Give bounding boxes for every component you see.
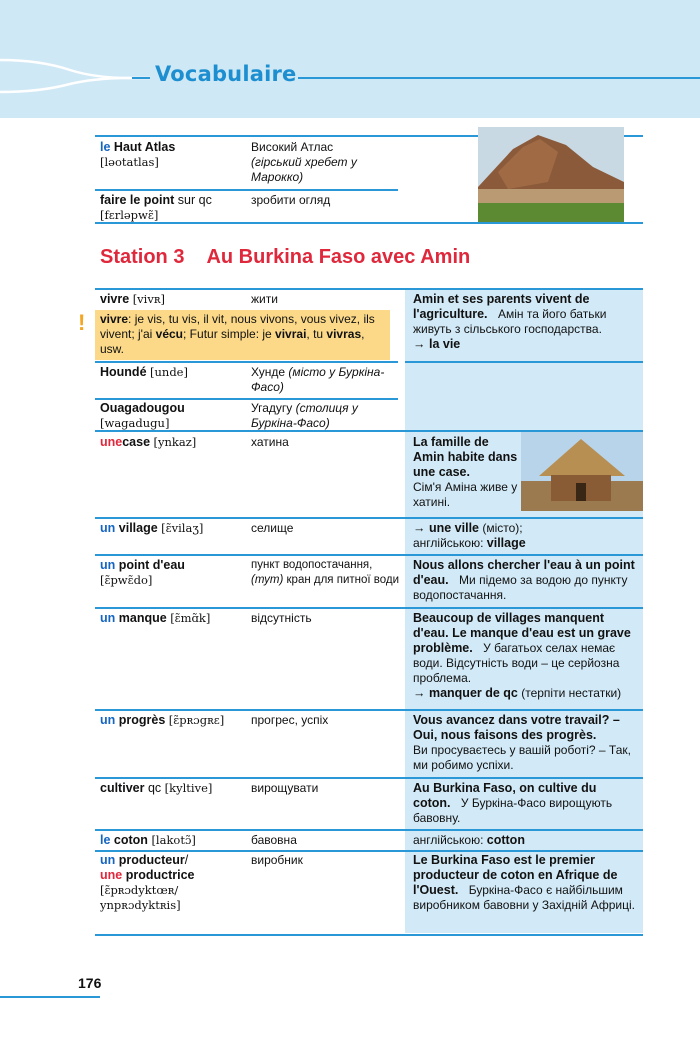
phonetic: [lakotɔ̃]: [151, 833, 196, 847]
translation-note: (гірський хребет у Марокко): [251, 155, 357, 184]
article: un: [100, 611, 116, 625]
example-fr: Beaucoup de villages manquent d'eau. Le manque d'eau est un grave problème.: [413, 611, 631, 655]
translation: кран для питної води: [283, 574, 400, 586]
page-title: Vocabulaire: [155, 62, 297, 86]
divider: [95, 288, 643, 290]
word: point d'eau: [118, 558, 185, 572]
word: vivre: [100, 292, 130, 306]
note-fr: → manquer de qc: [413, 686, 518, 700]
article: le: [100, 140, 111, 154]
example-uk: Сім'я Аміна живе у хатині.: [413, 480, 518, 509]
divider: [405, 361, 643, 363]
header-decoration: [0, 0, 700, 118]
phonetic: [ynkaz]: [153, 435, 197, 449]
station-number: Station 3: [100, 246, 185, 268]
word: progrès: [118, 713, 166, 727]
word-extra: qc: [144, 781, 162, 795]
translation: виробник: [251, 853, 303, 867]
word: productrice: [125, 868, 195, 882]
divider: [95, 554, 643, 556]
translation-note: (столиця у Буркіна-Фасо): [251, 401, 358, 430]
word: Haut Atlas: [113, 140, 176, 154]
phonetic: [ɛ̃pwɛ̃do]: [100, 573, 153, 587]
note-en: cotton: [486, 833, 525, 847]
word: village: [118, 521, 158, 535]
example-uk: У багатьох селах немає води. Відсутність води – це серйозна проблема.: [413, 641, 620, 685]
article: le: [100, 833, 111, 847]
phonetic: [kyltive]: [164, 781, 213, 795]
example-uk: Амін та його батьки живуть з сільського господарства.: [413, 307, 607, 336]
conj-bold: vivrai: [275, 327, 307, 341]
header-band: [0, 0, 700, 118]
note-uk: (терпіти нестатки): [517, 686, 622, 700]
conj-bold: vivras: [326, 327, 362, 341]
article: un: [100, 558, 116, 572]
note: → la vie: [413, 337, 461, 351]
translation: відсутність: [251, 611, 312, 625]
article: une: [100, 868, 123, 882]
separator: /: [184, 853, 189, 867]
translation: зробити огляд: [251, 193, 331, 207]
note-uk: англійською:: [413, 536, 487, 550]
phonetic: [wagadugu]: [100, 416, 170, 430]
phonetic: [ɛ̃pʀɔdyktœʀ/ ynpʀɔdyktʀis]: [100, 883, 181, 912]
word-extra: sur qc: [174, 193, 212, 207]
example-fr: Le Burkina Faso est le premier producteur de coton en Afrique de l'Ouest.: [413, 853, 618, 897]
article: un: [100, 713, 116, 727]
footer-line: [0, 996, 100, 998]
note-uk: англійською:: [413, 833, 487, 847]
word: cultiver: [100, 781, 145, 795]
example-uk: Ми підемо за водою до пункту водопостачання.: [413, 573, 628, 602]
divider: [95, 850, 643, 852]
conj-bold: vécu: [155, 327, 184, 341]
translation: хатина: [251, 435, 289, 449]
note-uk: (місто);: [479, 521, 523, 535]
divider: [95, 777, 643, 779]
example-uk: Буркіна-Фасо є найбільшим виробником бавовни у Західній Африці.: [413, 883, 636, 912]
phonetic: [vivʀ]: [132, 292, 166, 306]
translation: Хунде: [251, 365, 289, 379]
divider: [95, 398, 398, 400]
phonetic: [unde]: [150, 365, 188, 379]
example-fr: Au Burkina Faso, on cultive du coton.: [413, 781, 597, 810]
phonetic: [ləotatlas]: [100, 155, 159, 169]
word: manque: [118, 611, 167, 625]
conj-verb: vivre: [100, 312, 129, 326]
word: case: [122, 435, 151, 449]
exclamation-icon: !: [78, 310, 86, 335]
translation: селище: [251, 521, 294, 535]
translation: Високий Атлас: [251, 140, 334, 154]
mountain-photo: [478, 127, 624, 222]
station-heading: [100, 246, 470, 269]
example-fr: Vous avancez dans votre travail? – Oui, nous faisons des progrès.: [413, 713, 620, 742]
example-uk: Ви просуваєтесь у вашій роботі? – Так, ми робимо успіхи.: [413, 743, 631, 772]
divider: [95, 361, 398, 363]
example-fr: Amin et ses parents vivent de l'agriculture.: [413, 292, 590, 321]
translation: пункт водопостачання,: [251, 559, 373, 571]
example-fr: La famille de Amin habite dans une case.: [413, 435, 518, 479]
translation-note: (тут): [251, 574, 284, 586]
word: producteur: [118, 853, 185, 867]
translation: жити: [251, 292, 278, 306]
translation-note: (місто у Буркіна-Фасо): [251, 365, 385, 394]
article: une: [100, 435, 123, 449]
phonetic: [fɛrləpwɛ̃]: [100, 208, 159, 222]
divider: [95, 607, 643, 609]
conj-text: ; Futur simple: je: [183, 327, 276, 341]
divider: [95, 934, 643, 936]
example-uk: У Буркіна-Фасо вирощують бавовну.: [413, 796, 613, 825]
word: Ouagadougou: [100, 401, 185, 415]
conj-text: , tu: [306, 327, 327, 341]
translation: прогрес, успіх: [251, 713, 329, 727]
divider: [95, 222, 643, 224]
hut-photo: [521, 431, 643, 511]
phonetic: [ɛ̃vilaʒ]: [161, 521, 204, 535]
word: faire le point: [100, 193, 175, 207]
conj-text: , usw.: [100, 327, 365, 356]
divider: [95, 517, 643, 519]
example-fr: Nous allons chercher l'eau à un point d'eau.: [413, 558, 635, 587]
page-number: 176: [78, 975, 102, 991]
phonetic: [ɛ̃mɑ̃k]: [170, 611, 211, 625]
article: un: [100, 853, 116, 867]
conj-text: : je vis, tu vis, il vit, nous vivons, vous vivez, ils vivent; j'ai: [100, 312, 375, 341]
divider: [95, 709, 643, 711]
divider: [95, 829, 643, 831]
note-en: village: [486, 536, 526, 550]
divider: [95, 189, 398, 191]
phonetic: [ɛ̃pʀɔgʀɛ]: [168, 713, 225, 727]
article: un: [100, 521, 116, 535]
translation: вирощувати: [251, 781, 319, 795]
note-fr: → une ville: [413, 521, 479, 535]
translation: бавовна: [251, 833, 297, 847]
word: Houndé: [100, 365, 147, 379]
translation: Угадугу: [251, 401, 296, 415]
word: coton: [113, 833, 148, 847]
station-title: Au Burkina Faso avec Amin: [206, 246, 471, 268]
